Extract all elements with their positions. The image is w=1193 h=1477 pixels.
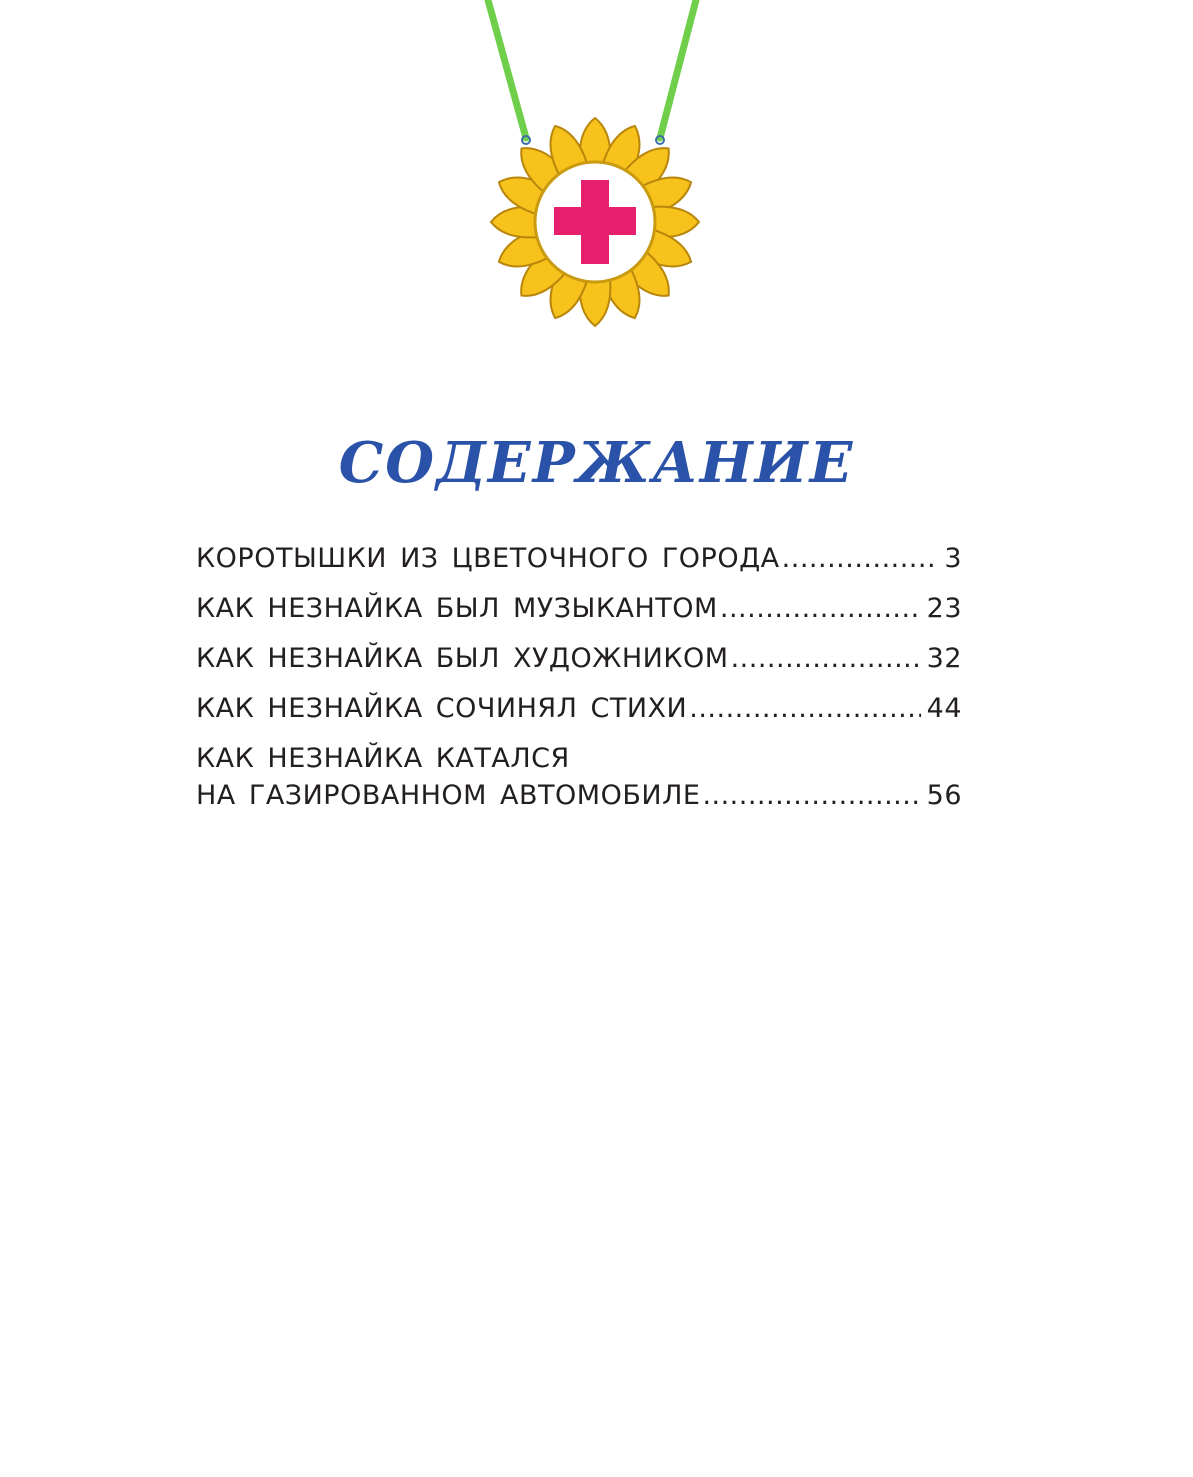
toc-entry xyxy=(196,640,962,677)
toc-page-number: 32 xyxy=(926,643,962,674)
toc-entry-row xyxy=(196,540,962,577)
toc-entry-row xyxy=(196,590,962,627)
toc-entry-title: КОРОТЫШКИ ИЗ ЦВЕТОЧНОГО ГОРОДА xyxy=(196,543,780,574)
toc-entry-title: КАК НЕЗНАЙКА БЫЛ ХУДОЖНИКОМ xyxy=(196,643,729,674)
toc-entry-title: НА ГАЗИРОВАННОМ АВТОМОБИЛЕ xyxy=(196,780,701,811)
dot-leader xyxy=(689,690,920,727)
dot-leader xyxy=(702,777,920,814)
page-title: СОДЕРЖАНИЕ xyxy=(338,430,855,496)
dot-leader xyxy=(720,590,921,627)
toc-page-number: 23 xyxy=(926,593,962,624)
dot-leader xyxy=(782,540,939,577)
toc-entry xyxy=(196,590,962,627)
toc-page-number: 44 xyxy=(926,693,962,724)
sunflower-medal-icon xyxy=(470,0,730,350)
toc-page-number: 56 xyxy=(926,780,962,811)
toc-page-number: 3 xyxy=(944,543,962,574)
toc-entry xyxy=(196,690,962,727)
toc-entry xyxy=(196,540,962,577)
toc-entry-title: КАК НЕЗНАЙКА БЫЛ МУЗЫКАНТОМ xyxy=(196,593,718,624)
table-of-contents xyxy=(196,540,962,827)
toc-entry-title: КАК НЕЗНАЙКА СОЧИНЯЛ СТИХИ xyxy=(196,693,688,724)
toc-entry-title-line: КАК НЕЗНАЙКА КАТАЛСЯ xyxy=(196,743,570,774)
toc-entry-row xyxy=(196,640,962,677)
toc-entry-row xyxy=(196,777,962,814)
dot-leader xyxy=(731,640,921,677)
toc-entry xyxy=(196,740,962,814)
toc-entry-row xyxy=(196,690,962,727)
